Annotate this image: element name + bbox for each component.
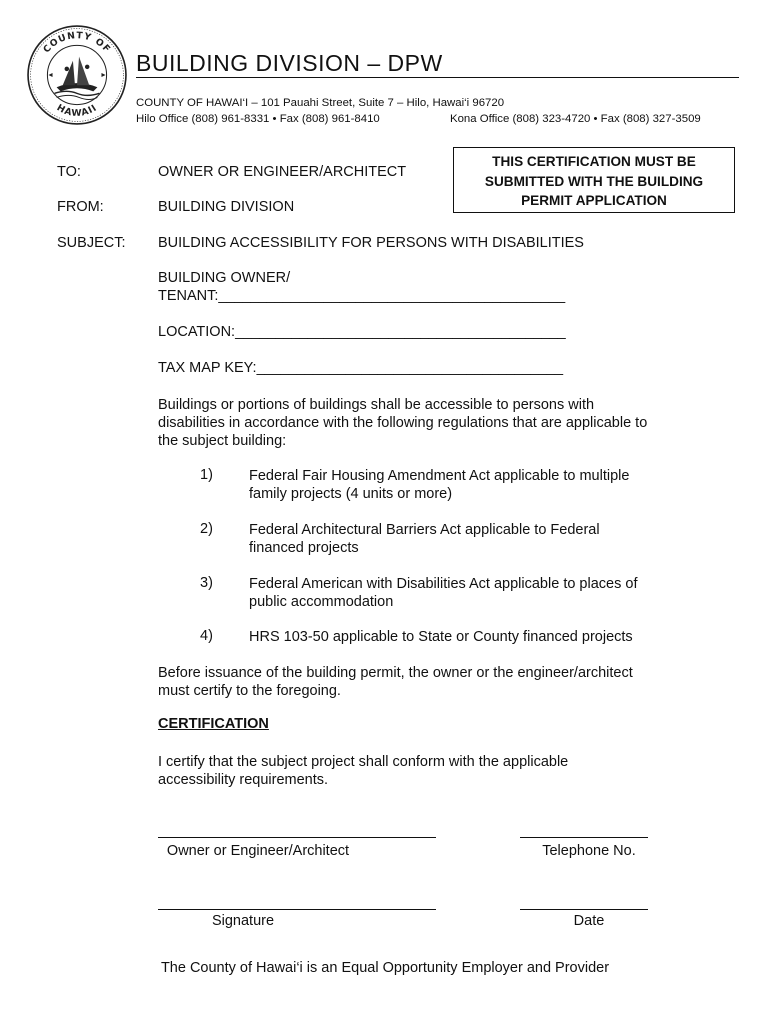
notice-line-1: THIS CERTIFICATION MUST BE [492, 154, 696, 169]
regulation-number: 1) [200, 467, 213, 483]
building-owner-label: BUILDING OWNER/ [158, 270, 291, 286]
intro-paragraph: Buildings or portions of buildings shall be accessible to persons with disabilities in accordance with the following regulations that are applicable to the subject building: [158, 397, 648, 449]
county-address: COUNTY OF HAWAI‘I – 101 Pauahi Street, Suite 7 – Hilo, Hawai‘i 96720 [136, 97, 505, 109]
header-rule [136, 77, 739, 78]
regulation-text: Federal American with Disabilities Act applicable to places of public accommodation [249, 576, 638, 610]
notice-line-3: PERMIT APPLICATION [521, 193, 667, 208]
regulation-number: 4) [200, 628, 213, 644]
svg-text:HAWAII: HAWAII [54, 102, 100, 119]
certification-notice-box [453, 147, 735, 213]
from-label: FROM: [57, 199, 104, 215]
regulation-text: HRS 103-50 applicable to State or County financed projects [249, 629, 633, 645]
subject-value: BUILDING ACCESSIBILITY FOR PERSONS WITH DISABILITIES [158, 235, 584, 251]
regulation-number: 2) [200, 521, 213, 537]
division-title: BUILDING DIVISION – DPW [136, 50, 443, 76]
svg-text:COUNTY OF: COUNTY OF [41, 30, 113, 56]
to-value: OWNER OR ENGINEER/ARCHITECT [158, 164, 407, 180]
hilo-office-contact: Hilo Office (808) 961-8331 • Fax (808) 961-8410 [136, 113, 380, 125]
to-label: TO: [57, 164, 81, 180]
regulation-number: 3) [200, 575, 213, 591]
date-line[interactable] [520, 909, 648, 910]
certification-heading: CERTIFICATION [158, 716, 269, 732]
telephone-caption: Telephone No. [542, 843, 636, 859]
before-issuance-paragraph: Before issuance of the building permit, the owner or the engineer/architect must certify to the foregoing. [158, 665, 633, 699]
certification-statement: I certify that the subject project shall conform with the applicable accessibility requirements. [158, 754, 569, 788]
signature-line[interactable] [158, 909, 436, 910]
kona-office-contact: Kona Office (808) 323-4720 • Fax (808) 327-3509 [450, 113, 701, 125]
owner-signature-line[interactable] [158, 837, 436, 838]
location-field[interactable]: LOCATION:_________________________________________ [158, 324, 566, 340]
date-caption: Date [573, 913, 605, 929]
regulation-text: Federal Fair Housing Amendment Act applicable to multiple family projects (4 units or more) [249, 468, 630, 502]
tenant-field[interactable]: TENANT:___________________________________________ [158, 288, 566, 304]
tax-map-key-field[interactable]: TAX MAP KEY:______________________________________ [158, 360, 564, 376]
notice-line-2: SUBMITTED WITH THE BUILDING [484, 173, 704, 189]
county-seal-logo [26, 24, 128, 126]
from-value: BUILDING DIVISION [158, 199, 295, 215]
regulation-text: Federal Architectural Barriers Act applicable to Federal financed projects [249, 522, 600, 556]
owner-caption: Owner or Engineer/Architect [166, 843, 350, 859]
subject-label: SUBJECT: [57, 235, 126, 251]
signature-caption: Signature [211, 913, 275, 929]
telephone-line[interactable] [520, 837, 648, 838]
equal-opportunity-footer: The County of Hawai‘i is an Equal Opportunity Employer and Provider [160, 960, 610, 976]
